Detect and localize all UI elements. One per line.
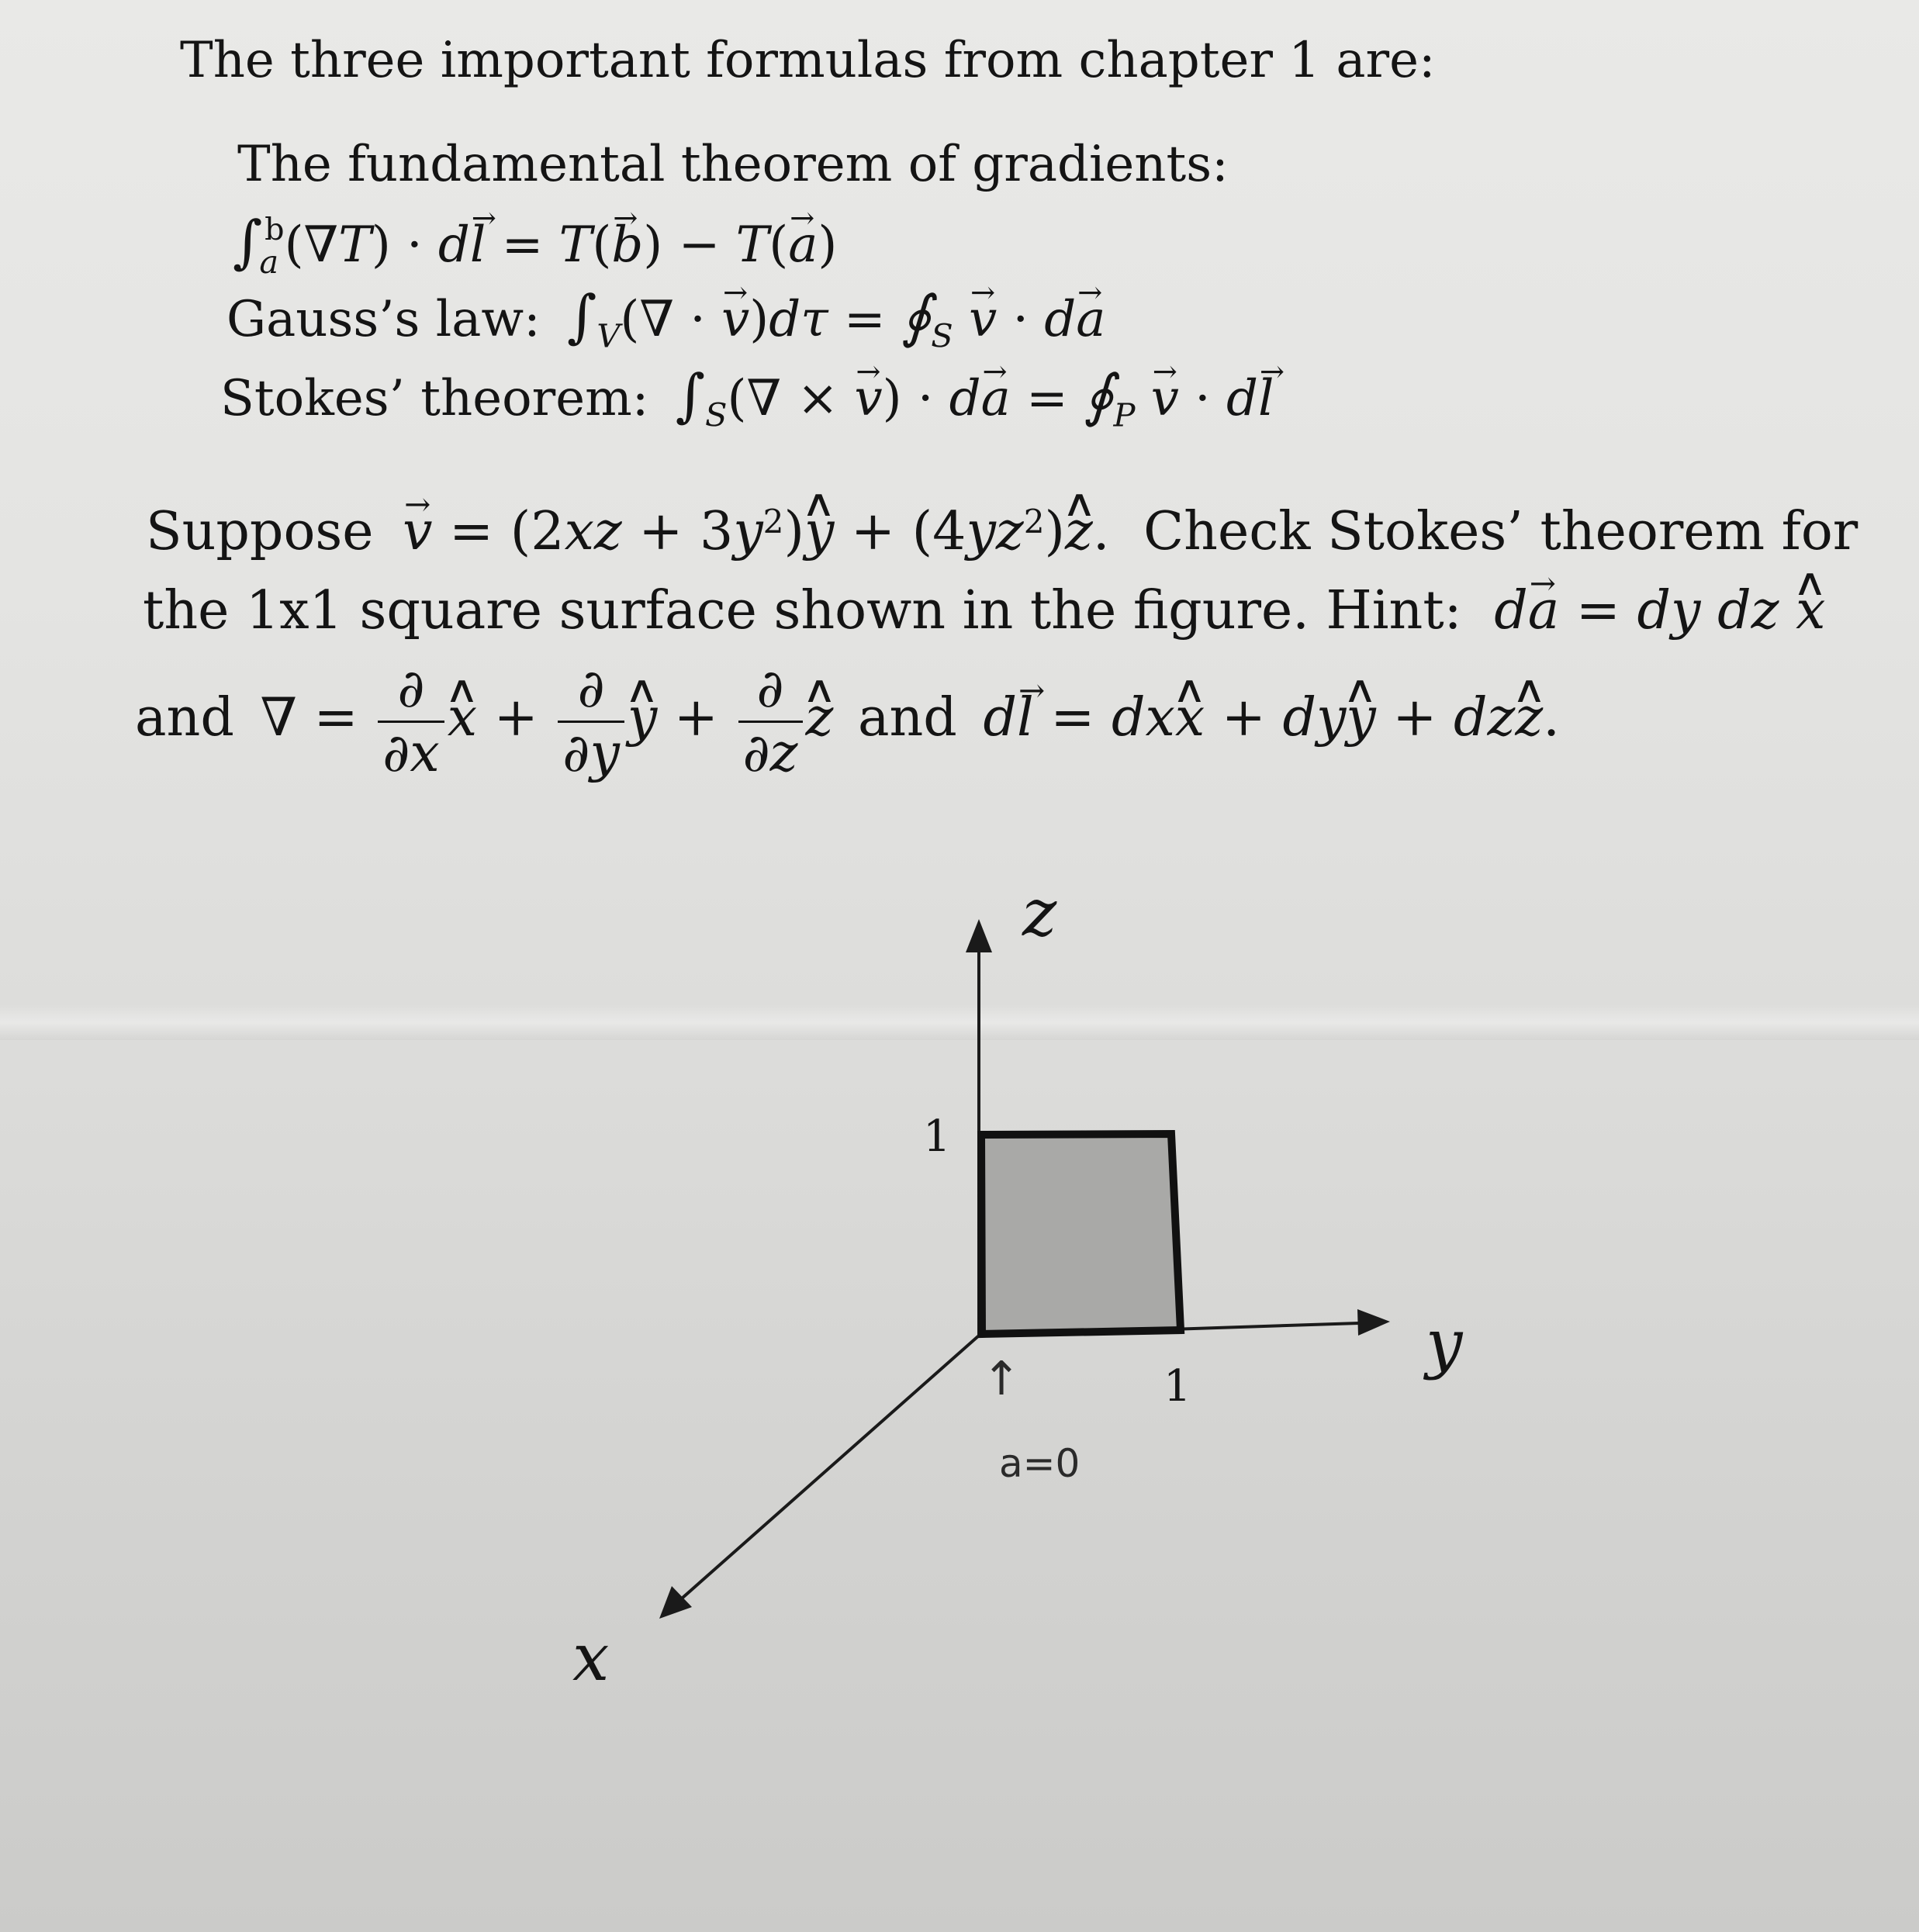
gradient-theorem-title: The fundamental theorem of gradients:	[237, 136, 1229, 193]
handwritten-arrow-icon: ↑	[982, 1352, 1022, 1406]
gradient-theorem-formula: $\int_a^b(\nabla T)$ · dl → = T(b →) − T(a →)	[233, 214, 837, 278]
word-suppose: Suppose	[146, 501, 374, 563]
fraction-dx: $\frac{\partial}{\partial x}$	[378, 663, 444, 780]
x-axis-label: x	[572, 1619, 610, 1695]
problem-line-2-text: the 1x1 square surface shown in the figure. Hint:	[143, 580, 1462, 641]
gauss-law-formula: $\int_V(\nabla \cdot v \to)d\tau$ = $∮_S$ v → · da →	[567, 291, 1105, 348]
word-check: Check Stokes’ theorem for	[1143, 501, 1858, 563]
y-axis-arrowhead	[1357, 1309, 1390, 1336]
y-axis-label: y	[1426, 1305, 1463, 1381]
problem-line-1: Suppose v → = $(2xz + 3y^2)y$ ∧ + $(4yz^2)z$ ∧. Check Stokes’ theorem for	[146, 506, 1858, 558]
stokes-theorem-label: Stokes’ theorem:	[220, 370, 649, 427]
handwritten-note: a=0	[999, 1441, 1081, 1486]
word-and-2: and	[857, 687, 957, 748]
z-axis-label: z	[1022, 875, 1057, 951]
intro-text: The three important formulas from chapter 1 are:	[180, 32, 1436, 89]
x-axis	[683, 1336, 979, 1598]
y-tick-label: 1	[1164, 1361, 1191, 1412]
x-axis-arrowhead	[659, 1586, 692, 1619]
word-and: and	[135, 687, 234, 748]
problem-line-2: the 1x1 square surface shown in the figure. Hint: da → = dy dz x ∧	[143, 585, 1825, 638]
problem-line-3: and ∇ = $\frac{\partial}{\partial x}$ x ∧ + $\frac{\partial}{\partial y}$ y ∧ + $\frac{\partial}{\partial z}$ z ∧ and dl → = dxx ∧ + dyy ∧ + dzz ∧.	[135, 663, 1560, 780]
gauss-law-label: Gauss’s law:	[226, 291, 541, 348]
stokes-theorem-formula: $\int_S(\nabla \times v$ →) · da → = $∮_P$ v → · dl →	[676, 370, 1274, 427]
square-surface	[981, 1134, 1181, 1334]
z-tick-label: 1	[923, 1111, 951, 1162]
fraction-dy: $\frac{\partial}{\partial y}$	[558, 663, 624, 780]
z-axis-arrowhead	[966, 919, 992, 952]
fraction-dz: $\frac{\partial}{\partial z}$	[738, 663, 803, 780]
